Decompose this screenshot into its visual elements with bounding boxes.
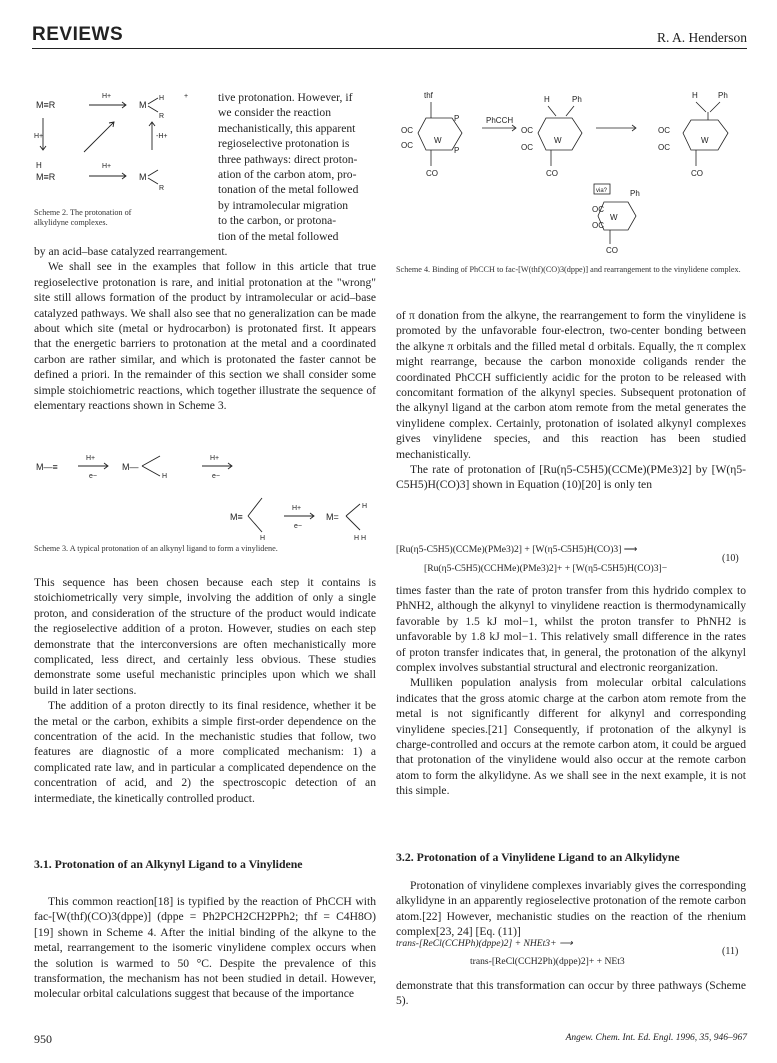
svg-text:H: H [544,95,550,104]
svg-text:P: P [454,114,460,123]
svg-text:H+: H+ [292,505,302,512]
running-header [32,26,747,49]
left-intro [218,90,376,244]
svg-text:P: P [454,146,460,155]
text-line: regioselective protonation is [218,137,350,151]
paragraph: demonstrate that this transformation can occur by three pathways (Scheme 5). [396,979,746,1008]
svg-text:e−: e− [294,523,302,530]
svg-text:R: R [159,113,165,120]
text-line: we consider the reaction [218,106,331,120]
scheme2-caption: Scheme 2. The protonation of alkylidyne complexes. [34,208,132,227]
equation-10-number: (10) [722,553,739,564]
svg-text:H+: H+ [102,93,112,100]
svg-text:CO: CO [426,169,438,178]
svg-text:W: W [554,136,562,145]
text-line: ation of the carbon atom, pro- [218,168,357,182]
equation-11-line1: trans-[ReCl(CCHPh)(dppe)2] + NHEt3+ ⟶ [396,938,573,949]
text-line: tonation of the metal followed [218,183,359,197]
section-label: REVIEWS [32,24,124,45]
journal-citation: Angew. Chem. Int. Ed. Engl. 1996, 35, 946–967 [565,1033,747,1043]
svg-text:H+: H+ [86,455,96,462]
svg-text:CO: CO [606,246,618,255]
svg-text:e−: e− [212,473,220,480]
left-column-bottom [34,575,376,806]
left-column-section [34,894,376,1002]
svg-text:OC: OC [401,126,413,135]
svg-text:M=: M= [326,512,339,522]
text-line: tive protonation. However, if [218,91,353,104]
svg-text:thf: thf [424,91,433,100]
text-line: to the carbon, or protona- [218,214,337,228]
text-line: mechanistically, this apparent [218,121,356,135]
svg-text:H+: H+ [34,133,44,140]
svg-text:M≡: M≡ [230,512,243,522]
scheme4-caption: Scheme 4. Binding of PhCCH to fac-[W(thf)(CO)3(dppe)] and rearrangement to the vinylidene complex. [396,265,741,274]
svg-text:PhCCH: PhCCH [486,116,514,125]
svg-text:M: M [139,100,147,110]
paragraph: This sequence has been chosen because each step it contains is stoichiometrically very simple, involving the addition of only a single proton, and consideration of the structure of the product would indicate the regioselective addition of a proton. However, studies on each step demonstrate that the interconversions are often mechanistically more complicated, less direct, and certainly less obvious. These studies demonstrate some useful mechanistic principles upon which we shall build in later sections. [34,576,376,697]
paragraph: The addition of a proton directly to its final residence, whether it be the metal or the carbon, exhibits a simple first-order dependence on the concentration of the acid. In the mechanistic studies that follow, two features are diagnostic of a more complicated mechanism: 1) a complicated rate law, and in particular a complicated dependence on the concentration of acid, and 2) the spectroscopic detection of an intermediate, the kinetically controlled product. [34,699,376,805]
paragraph: We shall see in the examples that follow in this article that true regioselective protonation is rare, and initial protonation at the "wrong" site still allows formation of the product by intramolecular or acid–base catalyzed pathways. We shall also see that no generalization can be made about which site (metal or hydrocarbon) is protonated first. It appears that the energetic barriers to protonation at the metal and a coordinated carbon are rather similar, and which is protonated the faster cannot be defined a priori. In the remainder of this section we shall consider some simple stoichiometric reactions, which together illustrate the sequence of elementary reactions shown in Scheme 3. [34,260,376,413]
svg-text:R: R [159,185,165,192]
text-line: three pathways: direct proton- [218,152,358,166]
scheme4-figure [396,88,746,258]
right-column-section [396,878,746,940]
svg-text:+: + [184,93,189,100]
text-line: tion of the metal followed [218,229,339,243]
svg-text:M—≡: M—≡ [36,462,58,472]
right-column-middle [396,583,746,799]
svg-text:H: H [36,161,42,170]
paragraph: Mulliken population analysis from molecular orbital calculations indicates that the gross atomic charge at the carbon atom remote from the metal is not significantly different for alkynyl and corresponding vinylidene species.[21] Consequently, if protonation of the alkynyl is charge-controlled and occurs at the remote carbon atom, it could be argued that protonation of the vinylidene would also occur at the remote carbon atom to form the alkylidyne. As we shall see in the next example, it is not this simple. [396,676,746,798]
svg-text:M≡R: M≡R [36,100,56,110]
text-line: by intramolecular migration [218,198,349,212]
author-label: R. A. Henderson [657,30,747,45]
svg-text:M: M [139,172,147,182]
svg-text:H+: H+ [210,455,220,462]
paragraph: times faster than the rate of proton transfer from this hydrido complex to PhNH2, although the alkynyl to vinylidene reaction is thermodynamically favorable by 1.5 kJ mol−1, whilst the proton transfer to PhNH2 is unfavorable by 1.8 kJ mol−1. This relatively small difference in the rates of proton transfer indicates that, in general, the protonation of the alkynyl complex involves substantial structural and electronic reorganization. [396,584,746,675]
svg-text:W: W [610,213,618,222]
svg-text:M—: M— [122,462,139,472]
equation-11-number: (11) [722,946,739,957]
equation-11-line2: trans-[ReCl(CCH2Ph)(dppe)2]+ + NEt3 [470,956,625,967]
equation-10-line2: [Ru(η5-C5H5)(CCHMe)(PMe3)2]+ + [W(η5-C5H5)H(CO)3]− [424,563,668,574]
svg-text:OC: OC [592,221,604,230]
right-column-bottom [396,978,746,1009]
svg-text:via?: via? [596,188,608,194]
svg-text:OC: OC [658,143,670,152]
svg-text:W: W [701,136,709,145]
section-heading-3-1: 3.1. Protonation of an Alkynyl Ligand to a Vinylidene [34,857,303,871]
svg-text:CO: CO [546,169,558,178]
paragraph: The rate of protonation of [Ru(η5-C5H5)(CCMe)(PMe3)2] by [W(η5-C5H5)H(CO)3] shown in Equation (10)[20] is only ten [396,463,746,492]
svg-text:-H+: -H+ [156,133,168,140]
svg-text:H: H [692,91,698,100]
section-heading-3-2: 3.2. Protonation of a Vinylidene Ligand to an Alkylidyne [396,850,680,864]
paragraph: Protonation of vinylidene complexes invariably gives the corresponding alkylidyne in an apparently regioselective protonation of the remote carbon atom.[22] However, mechanistic studies on the reaction of the rhenium complex[23, 24] [Eq. (11)] [396,879,746,939]
svg-text:CO: CO [691,169,703,178]
svg-text:OC: OC [401,141,413,150]
svg-text:OC: OC [592,205,604,214]
svg-text:H: H [162,473,168,480]
svg-text:H: H [260,535,266,542]
left-column-top [34,244,376,413]
paragraph: This common reaction[18] is typified by the reaction of PhCCH with fac-[W(thf)(CO)3(dppe)] (dppe = Ph2PCH2CH2PPh2; thf = C4H8O)[19] shown in Scheme 4. After the initial binding of the alkyne to the metal, rearrangement to the isomeric vinylidene complex occurs when the solution is warmed to 50 °C. Despite the prevalence of this transformation, the mechanism has not been studied in detail. However, molecular orbital calculations suggest that because of the importance [34,895,376,1001]
svg-text:Ph: Ph [718,91,728,100]
svg-text:M≡R: M≡R [36,172,56,182]
scheme3-figure [34,454,376,544]
paragraph: of π donation from the alkyne, the rearrangement to form the vinylidene is promoted by the unfavorable four-electron, two-center bonding between the alkyne π orbitals and the filled metal d orbitals. Equally, the π complex might rearrange, because the carbon monoxide coligands render the coordinated PhCCH sufficiently acidic for the proton to be released with concomitant formation of the alkynyl species. Subsequent protonation of the alkynyl ligand at the carbon atom remote from the metal generates the vinylidene complex. Certainly, protonation of isolated alkynyl complexes gives vinylidene species, and this reaction has been studied mechanistically. [396,309,746,461]
paragraph: by an acid–base catalyzed rearrangement. [34,245,228,258]
svg-text:H+: H+ [102,163,112,170]
page-number: 950 [34,1032,52,1046]
svg-text:Ph: Ph [572,95,582,104]
svg-text:H: H [159,95,165,102]
svg-text:OC: OC [658,126,670,135]
svg-text:OC: OC [521,143,533,152]
equation-10-line1: [Ru(η5-C5H5)(CCMe)(PMe3)2] + [W(η5-C5H5)H(CO)3] ⟶ [396,544,638,555]
svg-text:e−: e− [89,473,97,480]
svg-text:Ph: Ph [630,189,640,198]
svg-text:OC: OC [521,126,533,135]
svg-text:W: W [434,136,442,145]
svg-text:H: H [362,503,368,510]
scheme2-figure [34,88,218,208]
right-column-top [396,308,746,493]
scheme3-caption: Scheme 3. A typical protonation of an alkynyl ligand to form a vinylidene. [34,544,278,553]
svg-text:H H: H H [354,535,367,542]
